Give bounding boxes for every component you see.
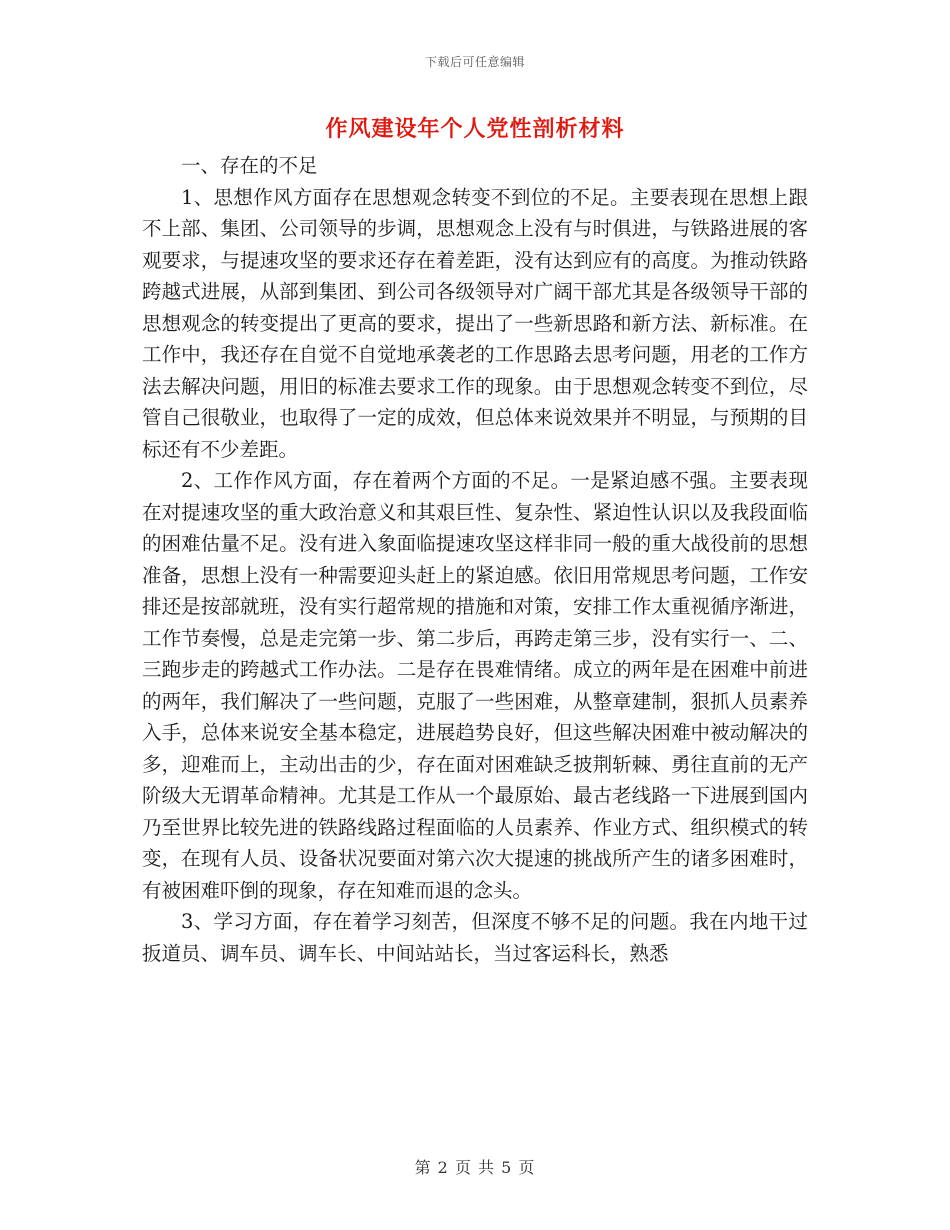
page-footer: 第 2 页 共 5 页 <box>414 1158 536 1177</box>
paragraph-3: 3、学习方面，存在着学习刻苦，但深度不够不足的问题。我在内地干过扳道员、调车员、调车长、中间站站长，当过客运科长，熟悉 <box>142 910 808 965</box>
paragraph-1: 1、思想作风方面存在思想观念转变不到位的不足。主要表现在思想上跟不上部、集团、公司领导的步调，思想观念上没有与时俱进，与铁路进展的客观要求，与提速攻坚的要求还存在着差距，没有达到应有的高度。为推动铁路跨越式进展，从部到集团、到公司各级领导对广阔干部尤其是各级领导干部的思想观念的转变提出了更高的要求，提出了一些新思路和新方法、新标准。在工作中，我还存在自觉不自觉地承袭老的工作思路去思考问题，用老的工作方法去解决问题，用旧的标准去要求工作的现象。由于思想观念转变不到位，尽管自己很敬业，也取得了一定的成效，但总体来说效果并不明显，与预期的目标还有不少差距。 <box>142 185 808 461</box>
paragraph-2: 2、工作作风方面，存在着两个方面的不足。一是紧迫感不强。主要表现在对提速攻坚的重大政治意义和其艰巨性、复杂性、紧迫性认识以及我段面临的困难估量不足。没有进入象面临提速攻坚这样非同一般的重大战役前的思想准备，思想上没有一种需要迎头赶上的紧迫感。依旧用常规思考问题，工作安排还是按部就班，没有实行超常规的措施和对策，安排工作太重视循序渐进，工作节奏慢，总是走完第一步、第二步后，再跨走第三步，没有实行一、二、三跑步走的跨越式工作办法。二是存在畏难情绪。成立的两年是在困难中前进的两年，我们解决了一些问题，克服了一些困难，从整章建制，狠抓人员素养入手，总体来说安全基本稳定，进展趋势良好，但这些解决困难中被动解决的多，迎难而上，主动出击的少，存在面对困难缺乏披荆斩棘、勇往直前的无产阶级大无谓革命精神。尤其是工作从一个最原始、最古老线路一下进展到国内乃至世界比较先进的铁路线路过程面临的人员素养、作业方式、组织模式的转变，在现有人员、设备状况要面对第六次大提速的挑战所产生的诸多困难时，有被困难吓倒的现象，存在知难而退的念头。 <box>142 469 808 902</box>
section-heading: 一、存在的不足 <box>181 154 318 177</box>
document-body <box>142 150 808 969</box>
document-title: 作风建设年个人党性剖析材料 <box>325 116 625 142</box>
header-note: 下载后可任意编辑 <box>424 55 525 69</box>
